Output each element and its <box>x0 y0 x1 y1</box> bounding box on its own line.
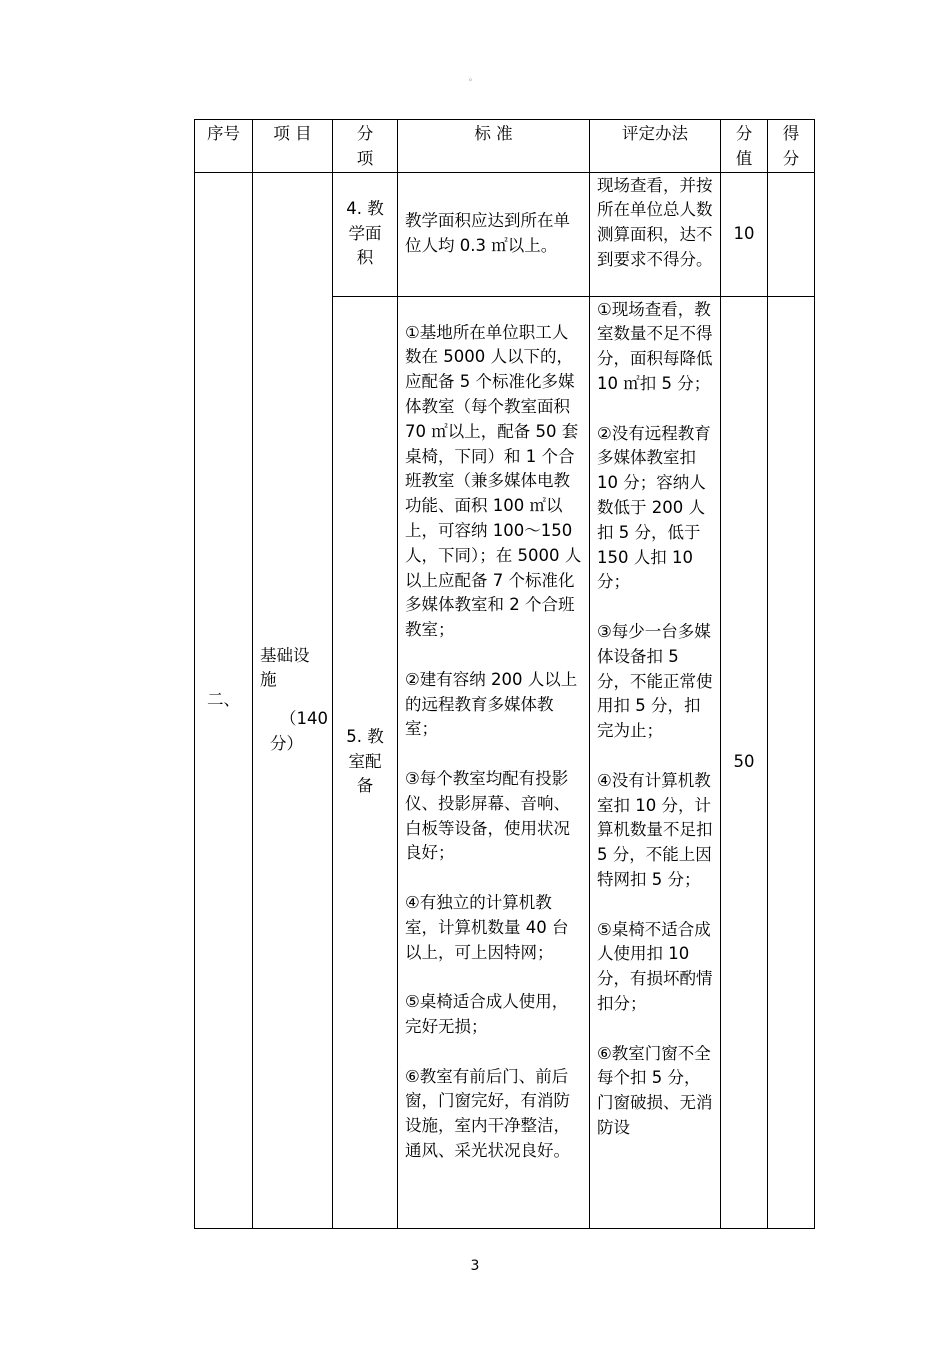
standard-item: ④有独立的计算机教室，计算机数量 40 台以上，可上因特网； <box>405 892 569 962</box>
section-item-points: （140 <box>280 709 328 729</box>
method-item: ②没有远程教育多媒体教室扣 10 分；容纳人数低于 200 人扣 5 分，低于 150 人扣 10 分； <box>597 423 711 592</box>
section-item <box>253 172 333 1228</box>
top-mark: 。 <box>469 73 477 82</box>
header-score: 分 值 <box>721 120 768 173</box>
standard-item: ①基地所在单位职工人数在 5000 人以下的，应配备 5 个标准化多媒体教室（每个教室面积 70 ㎡以上，配备 50 套桌椅，下同）和 1 个合班教室（兼多媒体电教功能、面积 100 ㎡以上，可容纳 100～150 人，下同）；在 5000 人以上应配备 7 个标准化多媒体教室和 2 个合班教室； <box>405 322 582 640</box>
method-item: ④没有计算机教室扣 10 分，计算机数量不足扣 5 分，不能上因特网扣 5 分； <box>597 770 713 889</box>
standard-5 <box>398 296 590 1228</box>
header-method: 评定办法 <box>590 120 721 173</box>
method-item: ③每少一台多媒体设备扣 5 分，不能正常使用扣 5 分，扣完为止； <box>597 621 713 741</box>
sub-item-4: 4. 教 学面 积 <box>333 172 398 296</box>
header-index: 序号 <box>195 120 253 173</box>
header-sub-item: 分 项 <box>333 120 398 173</box>
got-4 <box>768 172 815 296</box>
method-item: ①现场查看，教室数量不足不得分，面积每降低 10 ㎡扣 5 分； <box>597 299 713 393</box>
standard-item: ⑥教室有前后门、前后窗，门窗完好，有消防设施，室内干净整洁，通风、采光状况良好。 <box>405 1066 570 1160</box>
sub-item-5: 5. 教 室配 备 <box>333 296 398 1228</box>
standard-item: ③每个教室均配有投影仪、投影屏幕、音响、白板等设备，使用状况良好； <box>405 768 570 863</box>
section-index: 二、 <box>195 172 253 1228</box>
page-number: 3 <box>470 1258 480 1274</box>
method-5 <box>590 296 721 1228</box>
standard-item: ⑤桌椅适合成人使用，完好无损； <box>405 992 569 1036</box>
table-row <box>195 172 815 296</box>
standard-item: ②建有容纳 200 人以上的远程教育多媒体教室； <box>405 669 578 739</box>
header-item: 项 目 <box>253 120 333 173</box>
header-standard: 标 准 <box>398 120 590 173</box>
score-4: 10 <box>721 172 768 296</box>
section-item-name: 基础设 施 <box>260 645 310 690</box>
section-item-points-unit: 分） <box>270 733 303 753</box>
header-got: 得 分 <box>768 120 815 173</box>
method-item: ⑤桌椅不适合成人使用扣 10 分，有损坏酌情扣分； <box>597 919 713 1013</box>
method-4: 现场查看，并按所在单位总人数测算面积，达不到要求不得分。 <box>590 172 721 296</box>
score-5: 50 <box>721 296 768 1228</box>
method-item: ⑥教室门窗不全每个扣 5 分，门窗破损、无消防设 <box>597 1043 713 1137</box>
header-row <box>195 120 815 173</box>
standard-4: 教学面积应达到所在单位人均 0.3 ㎡以上。 <box>398 172 590 296</box>
got-5 <box>768 296 815 1228</box>
evaluation-table <box>194 119 815 1229</box>
